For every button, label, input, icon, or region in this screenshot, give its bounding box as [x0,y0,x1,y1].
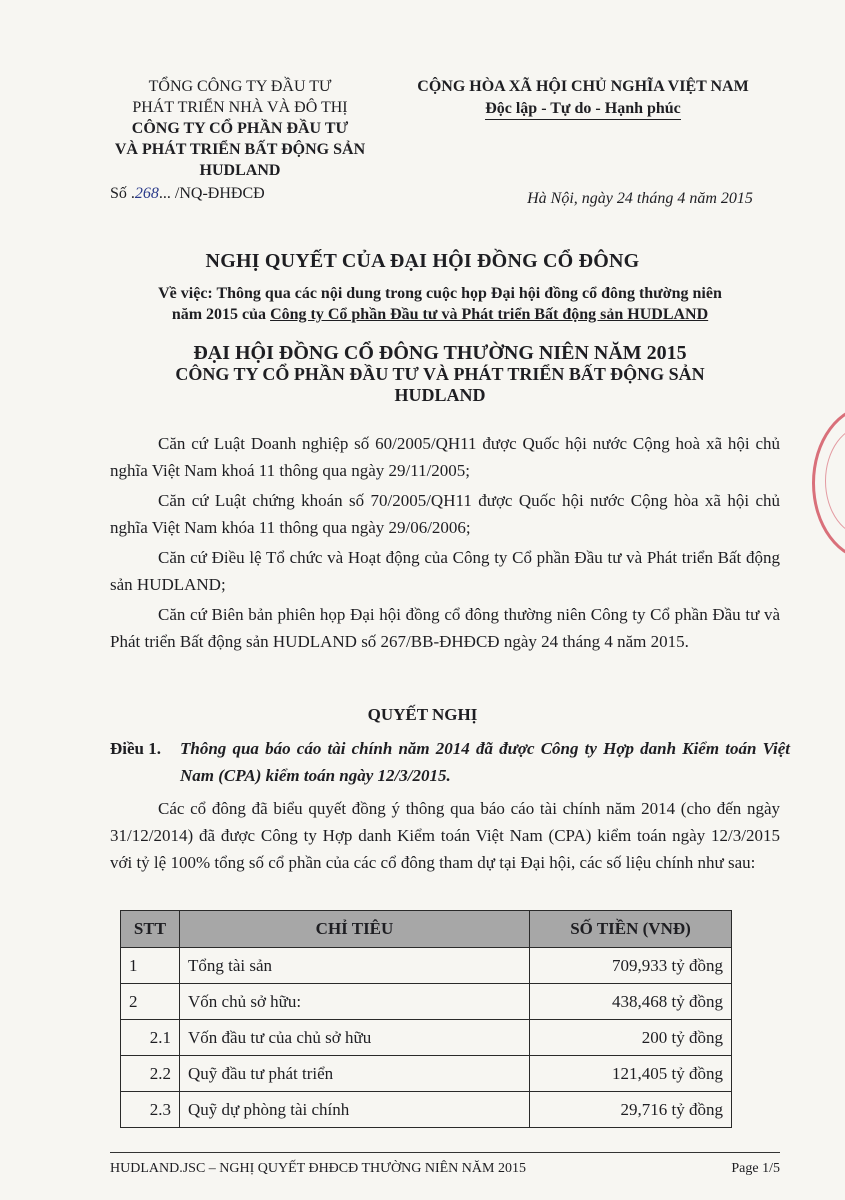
legal-basis-paragraph: Căn cứ Luật Doanh nghiệp số 60/2005/QH11 được Quốc hội nước Cộng hoà xã hội chủ nghĩa Việt Nam khoá 11 thông qua ngày 29/11/2005; [110,434,780,480]
row-stt: 2.2 [121,1056,180,1092]
row-item: Vốn đầu tư của chủ sở hữu [180,1020,530,1056]
subject-line2-prefix: năm 2015 của [171,306,271,323]
subject-line1: Về việc: Thông qua các nội dung trong cuộc họp Đại hội đồng cổ đông thường niên [158,285,722,302]
national-header [378,76,788,120]
company-name-line2: VÀ PHÁT TRIỂN BẤT ĐỘNG SẢN [114,141,366,158]
table-row [121,1092,732,1128]
row-item: Quỹ dự phòng tài chính [180,1092,530,1128]
article-1-heading [110,735,790,789]
page-number: Page 1/5 [731,1161,780,1176]
assembly-heading [90,343,790,406]
financial-summary-table [120,910,732,1128]
document-number-suffix: ... /NQ-ĐHĐCĐ [158,185,265,202]
table-row [121,1056,732,1092]
column-header-item: CHỈ TIÊU [180,911,530,948]
row-stt: 1 [121,948,180,984]
company-name-line1: CÔNG TY CỔ PHẦN ĐẦU TƯ [131,120,349,137]
row-item: Vốn chủ sở hữu: [180,984,530,1020]
assembly-heading-line2: CÔNG TY CỔ PHẦN ĐẦU TƯ VÀ PHÁT TRIỂN BẤT ĐỘNG SẢN [175,364,705,384]
row-amount: 200 tỷ đồng [530,1020,732,1056]
document-subject [90,283,790,325]
subject-line2 [90,304,790,325]
row-stt: 2.3 [121,1092,180,1128]
legal-bases [110,430,780,658]
republic-name: CỘNG HÒA XÃ HỘI CHỦ NGHĨA VIỆT NAM [417,78,749,95]
column-header-stt: STT [121,911,180,948]
assembly-heading-line1: ĐẠI HỘI ĐỒNG CỔ ĐÔNG THƯỜNG NIÊN NĂM 2015 [193,342,687,364]
document-number-prefix: Số . [110,185,135,202]
article-1-label: Điều 1. [110,739,161,758]
footer-document-label: HUDLAND.JSC – NGHỊ QUYẾT ĐHĐCĐ THƯỜNG NIÊN NĂM 2015 [110,1161,526,1176]
article-1-body [110,795,780,879]
page-footer [110,1152,780,1177]
document-number-handwritten: 268 [134,185,159,202]
parent-org-line1: TỔNG CÔNG TY ĐẦU TƯ [148,78,332,95]
resolution-heading: QUYẾT NGHỊ [367,705,478,724]
company-name-line3: HUDLAND [199,162,281,179]
row-amount: 121,405 tỷ đồng [530,1056,732,1092]
issue-date: Hà Nội, ngày 24 tháng 4 năm 2015 [527,190,753,207]
table-row [121,948,732,984]
legal-basis-paragraph: Căn cứ Luật chứng khoán số 70/2005/QH11 được Quốc hội nước Cộng hòa xã hội chủ nghĩa Việt Nam khóa 11 thông qua ngày 29/06/2006; [110,491,780,537]
column-header-amount: SỐ TIỀN (VNĐ) [530,911,732,948]
row-item: Tổng tài sản [180,948,530,984]
row-amount: 29,716 tỷ đồng [530,1092,732,1128]
row-stt: 2.1 [121,1020,180,1056]
parent-org-line2: PHÁT TRIỂN NHÀ VÀ ĐÔ THỊ [132,99,348,116]
row-item: Quỹ đầu tư phát triển [180,1056,530,1092]
table-row [121,1020,732,1056]
legal-basis-paragraph: Căn cứ Biên bản phiên họp Đại hội đồng cổ đông thường niên Công ty Cổ phần Đầu tư và Phát triển Bất động sản HUDLAND số 267/BB-ĐHĐCĐ ngày 24 tháng 4 năm 2015. [110,605,780,651]
row-stt: 2 [121,984,180,1020]
assembly-heading-line3: HUDLAND [394,385,486,405]
document-title: NGHỊ QUYẾT CỦA ĐẠI HỘI ĐỒNG CỔ ĐÔNG [205,250,640,272]
subject-company-name: Công ty Cổ phần Đầu tư và Phát triển Bất động sản HUDLAND [270,306,709,323]
row-amount: 709,933 tỷ đồng [530,948,732,984]
article-1-title: Thông qua báo cáo tài chính năm 2014 đã được Công ty Hợp danh Kiểm toán Việt Nam (CPA) kiểm toán ngày 12/3/2015. [180,739,790,785]
article-1-paragraph: Các cổ đông đã biểu quyết đồng ý thông qua báo cáo tài chính năm 2014 (cho đến ngày 31/12/2014) đã được Công ty Hợp danh Kiểm toán Việt Nam (CPA) kiểm toán ngày 12/3/2015 với tỷ lệ 100% tổng số cổ phần của các cổ đông tham dự tại Đại hội, các số liệu chính như sau: [110,799,780,872]
issuer-block [90,76,390,204]
legal-basis-paragraph: Căn cứ Điều lệ Tổ chức và Hoạt động của Công ty Cổ phần Đầu tư và Phát triển Bất động sản HUDLAND; [110,548,780,594]
national-motto: Độc lập - Tự do - Hạnh phúc [485,99,681,120]
document-number [90,183,390,204]
table-header-row [121,911,732,948]
table-row [121,984,732,1020]
row-amount: 438,468 tỷ đồng [530,984,732,1020]
